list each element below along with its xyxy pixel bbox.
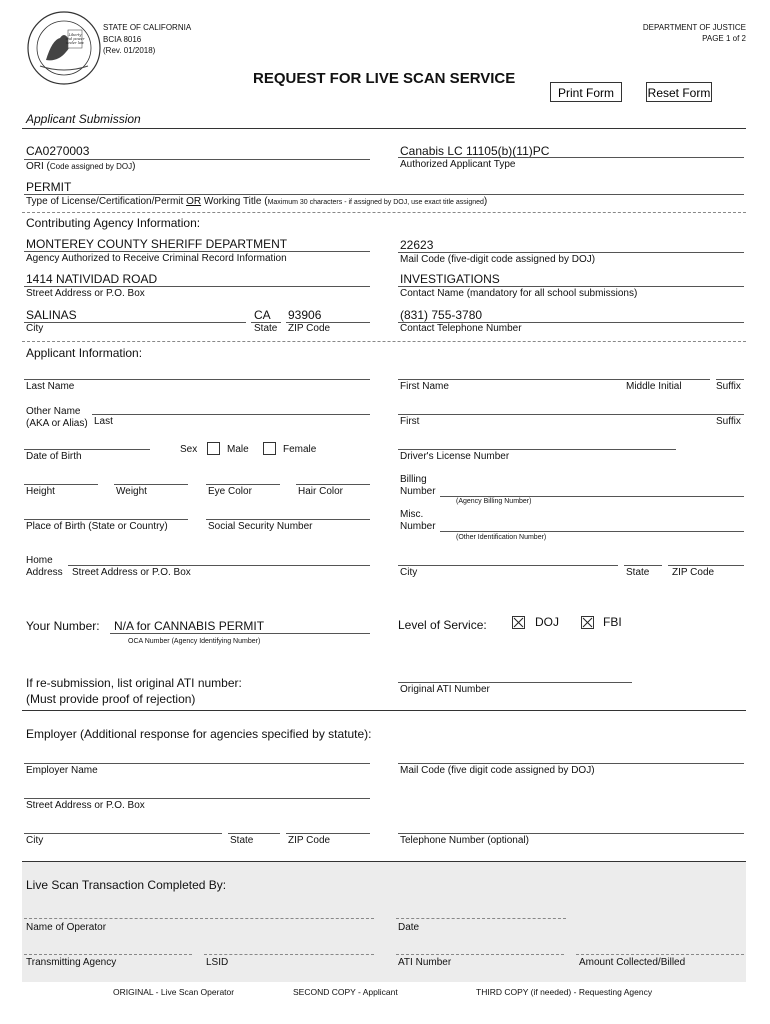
employer-mail-code-label: Mail Code (five digit code assigned by DOJ) (400, 765, 595, 776)
doj-checkbox[interactable] (512, 616, 525, 629)
male-checkbox[interactable] (207, 442, 220, 455)
x-mark-icon (513, 617, 524, 628)
dob-label: Date of Birth (26, 451, 82, 462)
agency-street-label: Street Address or P.O. Box (26, 288, 145, 299)
svg-text:and power: and power (65, 37, 85, 41)
employer-city-label: City (26, 835, 44, 846)
doj-label: DOJ (535, 615, 559, 629)
home-city-label: City (400, 567, 418, 578)
department-label: DEPARTMENT OF JUSTICE (642, 23, 746, 32)
svg-text:under law: under law (66, 41, 84, 45)
agency-state-value[interactable]: CA (254, 308, 271, 322)
original-ati-label: Original ATI Number (400, 684, 490, 695)
footer-third-copy: THIRD COPY (if needed) - Requesting Agency (476, 987, 653, 997)
license-title-value[interactable]: PERMIT (26, 180, 72, 194)
male-label: Male (227, 444, 249, 455)
fbi-checkbox[interactable] (581, 616, 594, 629)
mail-code-value[interactable]: 22623 (400, 238, 434, 252)
weight-label: Weight (116, 486, 147, 497)
resubmission-line2: (Must provide proof of rejection) (26, 692, 196, 706)
oca-note: OCA Number (Agency Identifying Number) (128, 638, 261, 645)
last-name-label: Last Name (26, 381, 75, 392)
authorized-type-label: Authorized Applicant Type (400, 159, 516, 170)
contact-name-label: Contact Name (mandatory for all school submissions) (400, 288, 638, 299)
page-number: PAGE 1 of 2 (702, 34, 746, 43)
hair-color-label: Hair Color (298, 486, 344, 497)
misc-note: (Other Identification Number) (456, 534, 547, 541)
aka-first-label: First (400, 416, 420, 427)
ori-value[interactable]: CA0270003 (26, 144, 90, 158)
employer-state-label: State (230, 835, 254, 846)
middle-initial-label: Middle Initial (626, 381, 682, 392)
authorized-type-value[interactable]: Canabis LC 11105(b)(11)PC (400, 144, 550, 158)
form-id: BCIA 8016 (103, 35, 142, 44)
footer-second-copy: SECOND COPY - Applicant (293, 987, 398, 997)
female-checkbox[interactable] (263, 442, 276, 455)
ati-number-label: ATI Number (398, 957, 452, 968)
form-title: REQUEST FOR LIVE SCAN SERVICE (253, 70, 516, 87)
contact-name-value[interactable]: INVESTIGATIONS (400, 272, 500, 286)
aka-last-label: Last (94, 416, 113, 427)
ssn-label: Social Security Number (208, 521, 313, 532)
contact-phone-label: Contact Telephone Number (400, 323, 522, 334)
your-number-label: Your Number: (26, 619, 100, 633)
aka-suffix-label: Suffix (716, 416, 741, 427)
operator-label: Name of Operator (26, 922, 107, 933)
other-name-label: Other Name (26, 406, 81, 417)
home-zip-label: ZIP Code (672, 567, 715, 578)
x-mark-icon (582, 617, 593, 628)
home-street-label: Street Address or P.O. Box (72, 567, 191, 578)
level-of-service-label: Level of Service: (398, 618, 487, 632)
agency-zip-value[interactable]: 93906 (288, 308, 322, 322)
date-label: Date (398, 922, 420, 933)
drivers-license-label: Driver's License Number (400, 451, 510, 462)
fbi-label: FBI (603, 615, 622, 629)
eye-color-label: Eye Color (208, 486, 252, 497)
employer-zip-label: ZIP Code (288, 835, 331, 846)
agency-city-label: City (26, 323, 44, 334)
resubmission-line1: If re-submission, list original ATI number: (26, 676, 242, 690)
sex-label: Sex (180, 444, 198, 455)
agency-street-value[interactable]: 1414 NATIVIDAD ROAD (26, 272, 158, 286)
billing-label: Billing (400, 474, 427, 485)
suffix-label: Suffix (716, 381, 741, 392)
agency-name-label: Agency Authorized to Receive Criminal Record Information (26, 253, 287, 264)
amount-collected-label: Amount Collected/Billed (579, 957, 686, 968)
doj-seal-icon (26, 10, 102, 86)
print-form-button[interactable]: Print Form (550, 82, 622, 102)
contributing-agency-heading: Contributing Agency Information: (26, 216, 201, 230)
ori-label: ORI (Code assigned by DOJ) (26, 161, 136, 172)
form-revision: (Rev. 01/2018) (103, 46, 156, 55)
height-label: Height (26, 486, 55, 497)
svg-text:Liberty: Liberty (68, 33, 82, 37)
reset-form-button[interactable]: Reset Form (646, 82, 712, 102)
billing-note: (Agency Billing Number) (456, 498, 532, 505)
state-label: STATE OF CALIFORNIA (103, 23, 192, 32)
home-label: Home (26, 555, 53, 566)
agency-state-label: State (254, 323, 278, 334)
contact-phone-value[interactable]: (831) 755-3780 (400, 308, 483, 322)
female-label: Female (283, 444, 317, 455)
address-label: Address (26, 567, 63, 578)
home-state-label: State (626, 567, 650, 578)
applicant-info-heading: Applicant Information: (26, 346, 143, 360)
pob-label: Place of Birth (State or Country) (26, 521, 168, 532)
completed-by-heading: Live Scan Transaction Completed By: (26, 878, 227, 892)
misc-label: Misc. (400, 509, 424, 520)
agency-zip-label: ZIP Code (288, 323, 331, 334)
employer-phone-label: Telephone Number (optional) (400, 835, 529, 846)
first-name-label: First Name (400, 381, 449, 392)
employer-name-label: Employer Name (26, 765, 98, 776)
lsid-label: LSID (206, 957, 229, 968)
your-number-value[interactable]: N/A for CANNABIS PERMIT (114, 619, 265, 633)
mail-code-label: Mail Code (five-digit code assigned by DOJ) (400, 254, 596, 265)
misc-number-label: Number (400, 521, 436, 532)
agency-city-value[interactable]: SALINAS (26, 308, 77, 322)
transmitting-agency-label: Transmitting Agency (26, 957, 117, 968)
billing-number-label: Number (400, 486, 436, 497)
employer-street-label: Street Address or P.O. Box (26, 800, 145, 811)
aka-label: (AKA or Alias) (26, 418, 88, 429)
agency-name-value[interactable]: MONTEREY COUNTY SHERIFF DEPARTMENT (26, 237, 288, 251)
section-applicant-submission: Applicant Submission (26, 112, 141, 126)
license-title-label: Type of License/Certification/Permit OR Working Title (Maximum 30 characters - if assigned by DOJ, use exact title assigned) (26, 196, 488, 207)
employer-heading: Employer (Additional response for agencies specified by statute): (26, 727, 372, 741)
footer-original: ORIGINAL - Live Scan Operator (113, 987, 235, 997)
